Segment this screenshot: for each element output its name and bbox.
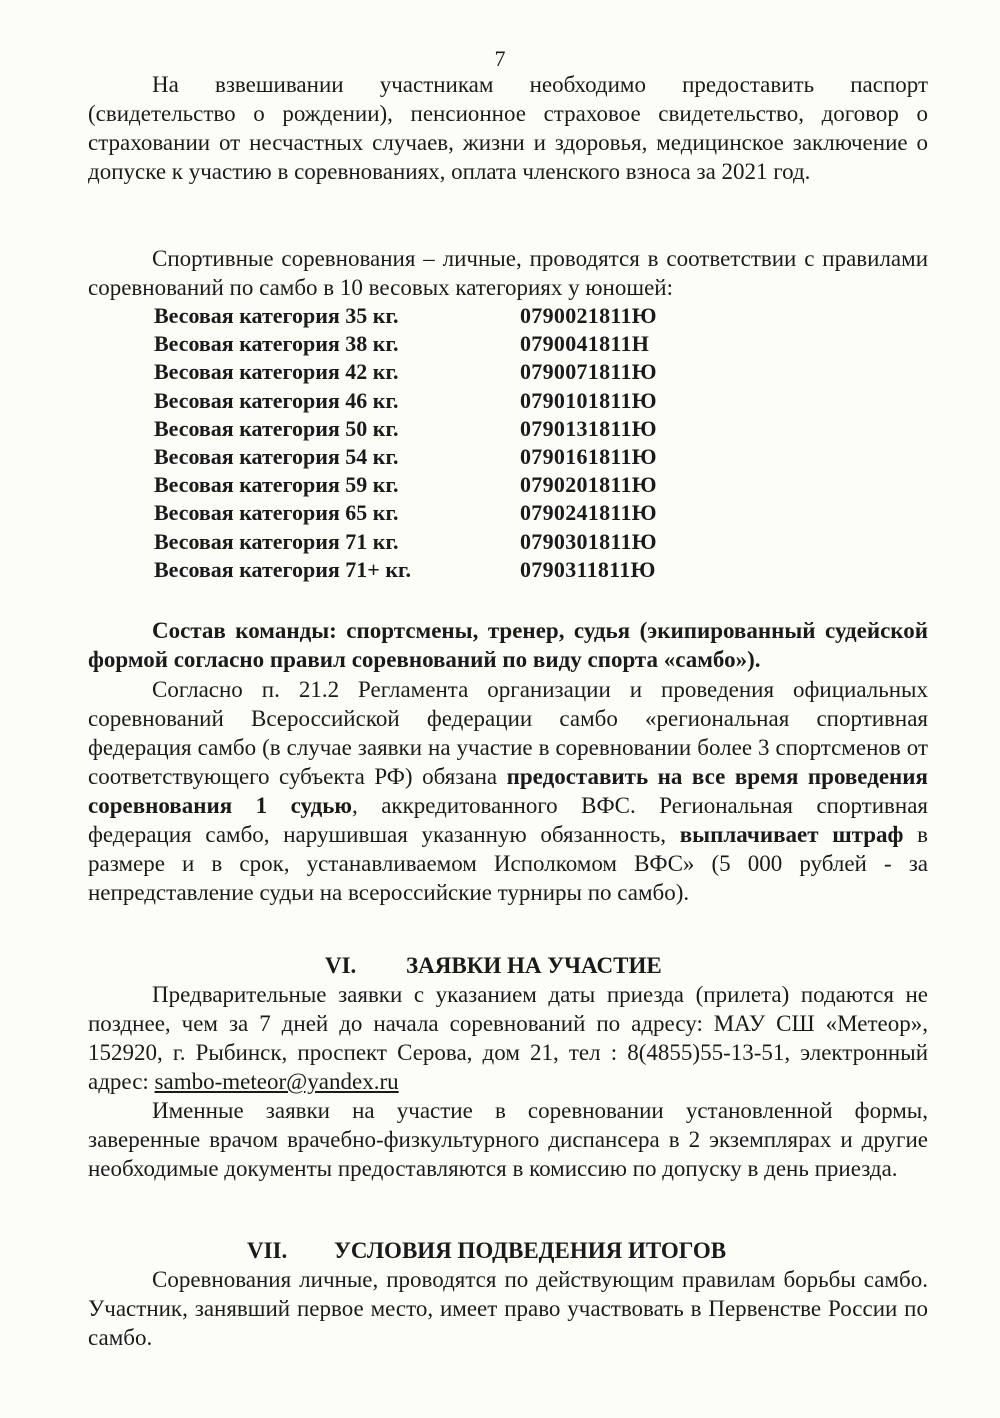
section-7-paragraph-1: Соревнования личные, проводятся по действующим правилам борьбы самбо. Участник, занявший первое место, имеет право участвовать в Первенстве России по самбо. xyxy=(88,1267,928,1350)
section-6-paragraph-1 xyxy=(88,980,928,1096)
weight-category-label: Весовая категория 42 кг. xyxy=(154,359,399,385)
weight-category-label: Весовая категория 54 кг. xyxy=(154,443,399,469)
weight-category-row xyxy=(154,443,760,471)
weight-category-row xyxy=(154,499,760,527)
section-6-text-1: Предварительные заявки с указанием даты приезда (прилета) подаются не позднее, чем за 7 дней до начала соревнований по адресу: МАУ СШ «Метеор», 152920, г. Рыбинск, проспект Серова, дом 21, тел : 8(4855)55-13-51, электронный адрес: xyxy=(88,982,928,1094)
weight-category-row xyxy=(154,556,760,584)
weight-category-row xyxy=(154,528,760,556)
weight-category-code: 0790311811Ю xyxy=(520,556,656,582)
weight-category-code: 0790071811Ю xyxy=(520,359,657,385)
competition-paragraph-block xyxy=(88,244,928,302)
weight-category-label: Весовая категория 35 кг. xyxy=(154,303,399,328)
weight-category-row xyxy=(154,471,760,499)
team-composition-paragraph xyxy=(88,616,928,674)
weight-category-code: 0790241811Ю xyxy=(520,500,657,526)
weight-category-code: 0790201811Ю xyxy=(520,472,657,498)
weight-category-label: Весовая категория 59 кг. xyxy=(154,472,399,498)
weight-category-label: Весовая категория 50 кг. xyxy=(154,415,399,441)
section-7-number: VII. xyxy=(247,1238,288,1263)
section-6-number: VI. xyxy=(325,953,357,978)
regulation-text-3: в размере и в срок, устанавливаемом Исполкомом ВФС» (5 000 рублей - за непредставление судьи на всероссийские турниры по самбо). xyxy=(88,822,928,905)
competition-paragraph: Спортивные соревнования – личные, проводятся в соответствии с правилами соревнований по самбо в 10 весовых категориях у юношей: xyxy=(88,246,928,300)
section-7-title: УСЛОВИЯ ПОДВЕДЕНИЯ ИТОГОВ xyxy=(334,1238,727,1263)
weight-category-label: Весовая категория 71+ кг. xyxy=(154,556,412,582)
weight-category-label: Весовая категория 65 кг. xyxy=(154,500,399,526)
weight-category-row xyxy=(154,387,760,415)
weight-category-list xyxy=(154,302,760,584)
weight-category-row xyxy=(154,330,760,358)
regulation-bold-1: предоставить на все время проведения соревнования 1 судью xyxy=(88,764,928,818)
regulation-paragraph xyxy=(88,675,928,907)
weight-category-code: 0790301811Ю xyxy=(520,528,657,554)
regulation-block xyxy=(88,675,928,907)
section-6-title: ЗАЯВКИ НА УЧАСТИЕ xyxy=(406,953,662,978)
section-7-block xyxy=(88,1265,928,1352)
regulation-bold-2: выплачивает штраф xyxy=(679,822,904,847)
weight-category-code: 0790021811Ю xyxy=(520,303,657,328)
weighing-paragraph-block xyxy=(88,70,928,186)
regulation-text-1: Согласно п. 21.2 Регламента организации и проведения официальных соревнований Всероссийской федерации самбо «региональная спортивная федерация самбо (в случае заявки на участие в соревновании более 3 спортсменов от соответствующего субъекта РФ) обязана xyxy=(88,677,928,789)
team-composition-block xyxy=(88,616,928,674)
weight-category-label: Весовая категория 46 кг. xyxy=(154,387,399,413)
weight-category-code: 0790131811Ю xyxy=(520,415,657,441)
section-6-paragraph-2: Именные заявки на участие в соревновании установленной формы, заверенные врачом врачебно-физкультурного диспансера в 2 экземплярах и другие необходимые документы предоставляются в комиссию по допуску в день приезда. xyxy=(88,1098,928,1181)
email-link[interactable]: sambo-meteor@yandex.ru xyxy=(154,1069,399,1094)
page-number: 7 xyxy=(494,46,506,71)
team-composition-text: Состав команды: спортсмены, тренер, судья (экипированный судейской формой согласно правил соревнований по виду спорта «самбо»). xyxy=(88,618,928,672)
weight-category-code: 0790101811Ю xyxy=(520,387,657,413)
section-6-block xyxy=(88,980,928,1183)
weight-category-row xyxy=(154,415,760,443)
weight-category-row xyxy=(154,302,760,330)
weight-category-label: Весовая категория 71 кг. xyxy=(154,528,399,554)
weight-category-row xyxy=(154,358,760,386)
weight-category-label: Весовая категория 38 кг. xyxy=(154,331,399,357)
weight-category-code: 0790041811Н xyxy=(520,331,650,357)
regulation-text-2: , аккредитованного ВФС. Региональная спортивная федерация самбо, нарушившая указанную обязанность, xyxy=(88,793,928,847)
weighing-paragraph: На взвешивании участникам необходимо предоставить паспорт (свидетельство о рождении), пенсионное страховое свидетельство, договор о страховании от несчастных случаев, жизни и здоровья, медицинское заключение о допуске к участию в соревнованиях, оплата членского взноса за 2021 год. xyxy=(88,72,928,184)
weight-category-code: 0790161811Ю xyxy=(520,443,657,469)
